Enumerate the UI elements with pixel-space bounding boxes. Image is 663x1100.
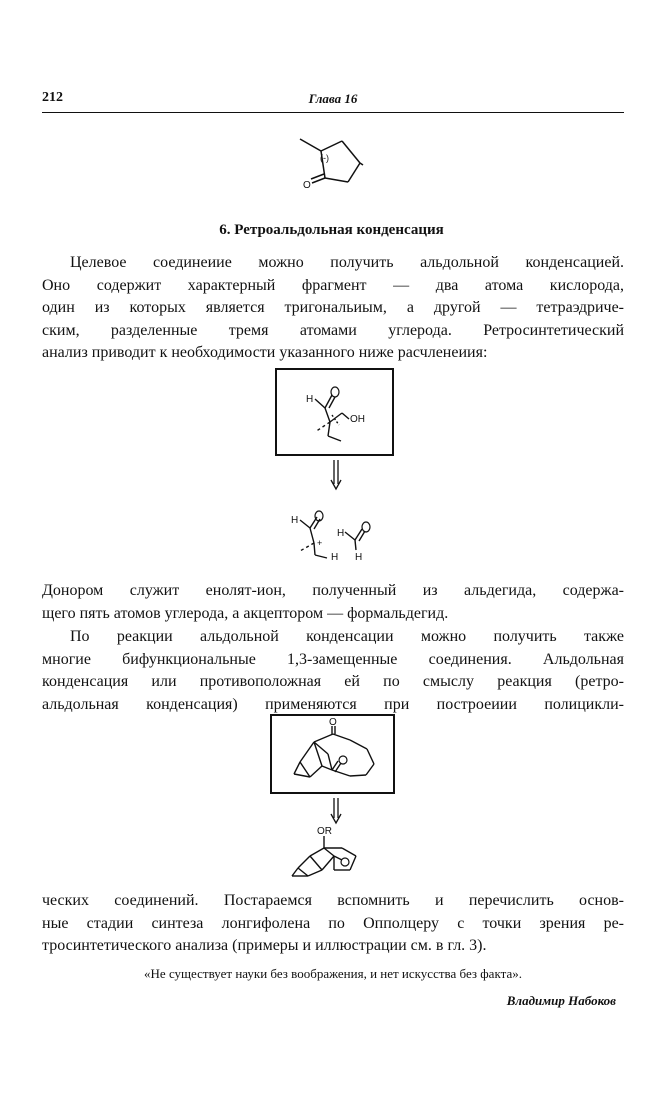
aldehyde-h-label: H	[291, 515, 299, 526]
paragraph-donor	[42, 580, 624, 625]
plus-sign: +	[317, 538, 323, 548]
text-line: щего пять атомов углерода, а акцептором — формальдегид.	[42, 604, 449, 622]
text-line: Целевое соединеиие можно получить альдольной конденсацией.	[70, 254, 624, 271]
text-line: Оно содержит характерный фрагмент — два атома кислорода,	[42, 276, 624, 294]
polycycle-precursor-structure	[284, 826, 374, 886]
paragraph-longifolene	[42, 890, 624, 958]
text-line: один из которых является тригональиым, а другой — тетраэдриче-	[42, 299, 624, 317]
text-line: По реакции альдольной конденсации можно получить также	[70, 628, 624, 645]
carbonyl-oxygen-label: O	[303, 180, 311, 191]
epigraph-quote: «Не существует науки без воображения, и нет искусства без факта».	[144, 966, 522, 981]
aldol-target-structure	[275, 368, 395, 458]
text-line: ные стадии синтеза лонгифолена по Опполцеру с точки зрения ре-	[42, 914, 624, 932]
text-line: альдольная конденсация) применяются при построеиии полицикли-	[42, 695, 624, 713]
polycycle-target-structure	[270, 714, 396, 794]
text-line: Донором служит енолят-ион, полученный из альдегида, содержа-	[42, 582, 624, 599]
epigraph-author: Владимир Набоков	[506, 993, 616, 1008]
paragraph-aldol	[42, 626, 624, 716]
paragraph-intro	[42, 252, 624, 365]
chapter-title: Глава 16	[308, 91, 358, 106]
carbanion-charge: (-)	[320, 153, 329, 163]
enolate-structure	[290, 132, 390, 202]
text-line: конденсация или противоположная ей по смыслу реакция (ретро-	[42, 673, 624, 691]
text-line: анализ приводит к необходимости указанного ниже расчленеиия:	[42, 344, 488, 362]
retrosynthetic-arrow	[326, 458, 346, 492]
formaldehyde-h-label: H	[355, 552, 363, 563]
protected-hydroxyl-label: OR	[317, 826, 332, 837]
page-number: 212	[42, 90, 63, 105]
text-line: ческих соединений. Постараемся вспомнить и перечислить основ-	[42, 892, 624, 909]
alpha-h-label: H	[331, 552, 339, 563]
running-header	[42, 90, 624, 113]
retrosynthetic-arrow	[326, 796, 346, 826]
text-line: тросинтетического анализа (примеры и иллюстрации см. в гл. 3).	[42, 937, 487, 955]
section-title: 6. Ретроальдольная конденсация	[219, 222, 444, 238]
text-line: многие бифункциональные 1,3-замещенные соединения. Альдольная	[42, 650, 624, 668]
hydroxyl-label: OH	[350, 414, 365, 425]
aldol-fragments-structure	[284, 508, 394, 568]
text-line: ским, разделенные тремя атомами углерода. Ретросинтетический	[42, 321, 624, 339]
ketone-oxygen-label: O	[329, 717, 337, 728]
formaldehyde-h-label: H	[337, 528, 345, 539]
aldehyde-h-label: H	[306, 394, 314, 405]
